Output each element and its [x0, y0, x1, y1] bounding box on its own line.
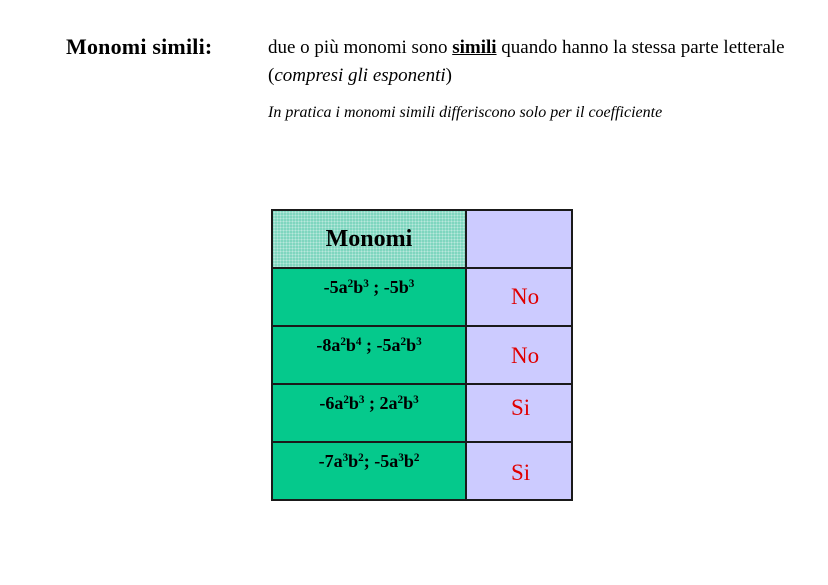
table-row — [272, 326, 572, 384]
monomials-cell — [272, 268, 466, 326]
answer-cell — [466, 384, 572, 442]
monomials-text: $-7a^3b^2$; $-5a^3b^2$ — [318, 451, 420, 471]
answer-text: No — [511, 343, 540, 368]
monomials-cell — [272, 384, 466, 442]
monomials-cell — [272, 442, 466, 500]
table-header-monomi: Monomi — [272, 210, 466, 268]
definition-italic: compresi gli esponenti — [274, 65, 446, 86]
definition-part1: due o più monomi sono — [268, 37, 453, 58]
monomials-text: $-6a^2b^3$ ; $2a^2b^3$ — [319, 393, 419, 413]
monomials-text: $-5a^2b^3$ ; $-5b^3$ — [323, 277, 415, 297]
answer-text: Si — [511, 460, 531, 485]
table-row — [272, 384, 572, 442]
definition-part3: ) — [445, 65, 452, 86]
definition-part2: quando hanno la stessa parte letterale ( — [268, 37, 785, 86]
table-header-empty — [466, 210, 572, 268]
answer-text: No — [511, 284, 540, 309]
monomials-table — [271, 209, 573, 501]
note-text: In pratica i monomi simili differiscono solo per il coefficiente — [268, 104, 663, 121]
definition-keyword: simili — [452, 37, 497, 58]
answer-text: Si — [511, 395, 531, 420]
table-row — [272, 268, 572, 326]
table-row — [272, 442, 572, 500]
answer-cell — [466, 268, 572, 326]
monomials-cell — [272, 326, 466, 384]
answer-cell — [466, 326, 572, 384]
page-title: Monomi simili: — [66, 34, 213, 59]
monomials-text: $-8a^2b^4$ ; $-5a^2b^3$ — [316, 335, 422, 355]
answer-cell — [466, 442, 572, 500]
definition-text — [268, 34, 788, 90]
table-header-row — [272, 210, 572, 268]
